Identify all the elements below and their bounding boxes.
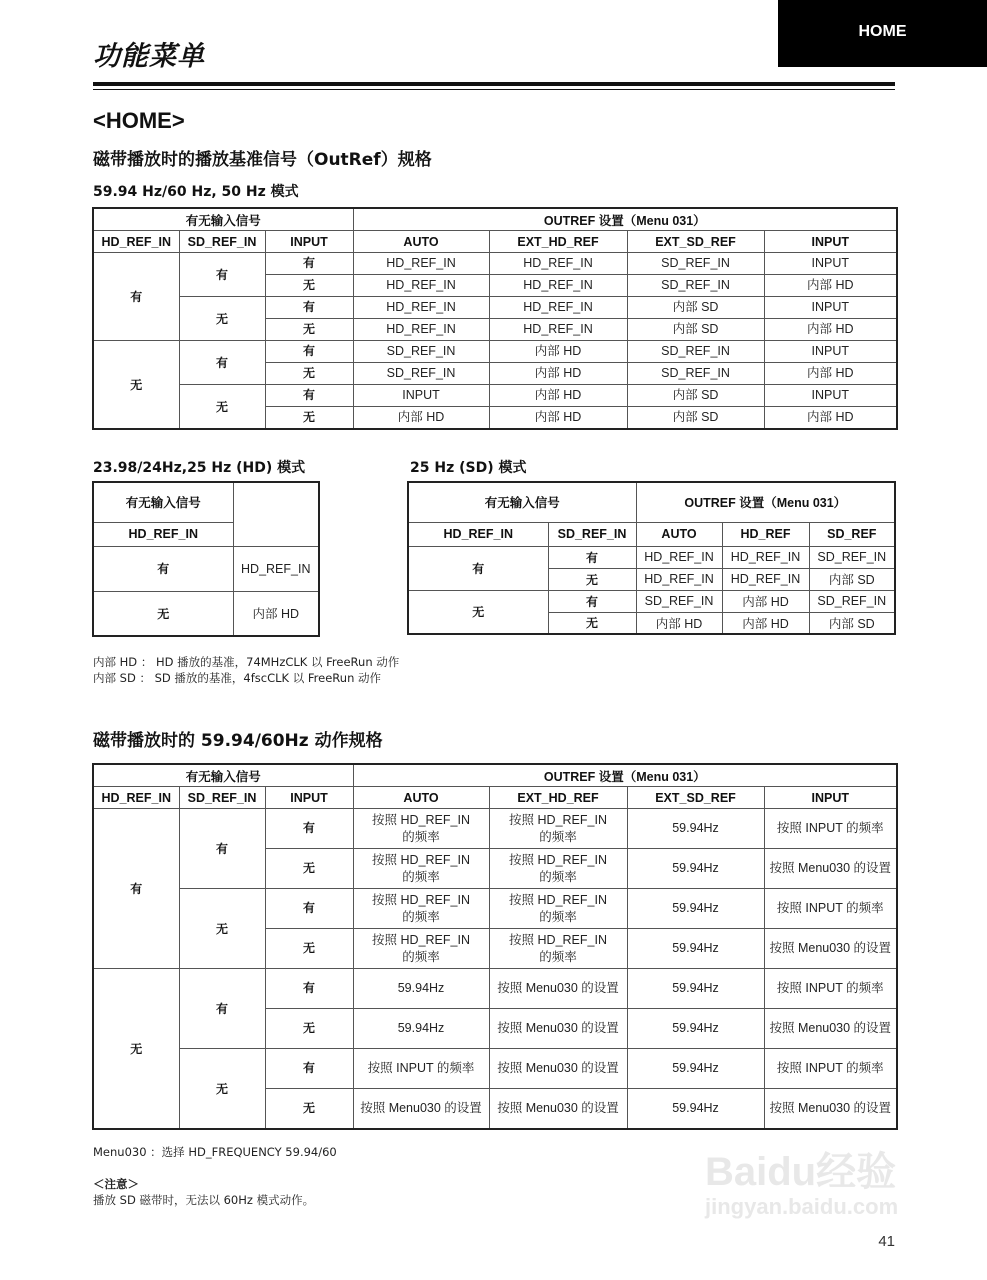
cell: 内部 HD	[636, 612, 722, 634]
col-header: EXT_HD_REF	[489, 787, 627, 809]
sd-ref-value: 无	[179, 1049, 265, 1129]
group-header-input: 有无输入信号	[93, 482, 233, 522]
table1-caption: 59.94 Hz/60 Hz, 50 Hz 模式	[93, 184, 299, 200]
page-number: 41	[878, 1233, 895, 1250]
sd-ref-value: 有	[548, 590, 636, 612]
cell: HD_REF_IN	[722, 546, 809, 568]
hd-ref-value: 无	[93, 969, 179, 1129]
hd-ref-value: 有	[93, 546, 233, 591]
col-header: HD_REF_IN	[93, 231, 179, 253]
cell: INPUT	[764, 385, 897, 407]
sd-ref-value: 无	[179, 889, 265, 969]
ref-table-sd	[407, 481, 896, 635]
note-internal-sd: 内部 SD ： SD 播放的基准，4fscCLK 以 FreeRun 动作	[93, 671, 382, 685]
cell: HD_REF_IN	[636, 568, 722, 590]
input-value: 无	[265, 275, 353, 297]
input-value: 有	[265, 385, 353, 407]
cell: 按照 INPUT 的频率	[764, 809, 897, 849]
cell: 内部 HD	[764, 319, 897, 341]
sd-ref-value: 有	[179, 969, 265, 1049]
cell: 按照 HD_REF_IN 的频率	[489, 889, 627, 929]
blank-header	[233, 482, 319, 546]
freq-table	[92, 763, 898, 1130]
cell: INPUT	[764, 341, 897, 363]
sd-ref-value: 无	[548, 612, 636, 634]
sd-ref-value: 有	[179, 341, 265, 385]
cell: HD_REF_IN	[353, 297, 489, 319]
section-heading: <HOME>	[93, 108, 185, 133]
caution-text: 播放 SD 磁带时，无法以 60Hz 模式动作。	[93, 1193, 315, 1207]
cell: SD_REF_IN	[627, 253, 764, 275]
col-header: INPUT	[265, 231, 353, 253]
group-header-outref: OUTREF 设置（Menu 031）	[353, 764, 897, 787]
group-header-outref: OUTREF 设置（Menu 031）	[353, 208, 897, 231]
input-value: 有	[265, 969, 353, 1009]
table3-caption: 25 Hz (SD) 模式	[410, 460, 527, 476]
cell: 内部 HD	[722, 590, 809, 612]
cell: 按照 HD_REF_IN 的频率	[489, 929, 627, 969]
col-header: SD_REF_IN	[179, 787, 265, 809]
cell: 按照 HD_REF_IN 的频率	[353, 929, 489, 969]
col-header: EXT_HD_REF	[489, 231, 627, 253]
col-header: AUTO	[353, 787, 489, 809]
watermark	[705, 1150, 898, 1220]
cell: 59.94Hz	[627, 809, 764, 849]
sd-ref-value: 有	[548, 546, 636, 568]
table-body	[93, 253, 897, 429]
section-tab: HOME	[778, 0, 987, 67]
cell: 按照 HD_REF_IN 的频率	[353, 889, 489, 929]
cell: 内部 HD	[489, 363, 627, 385]
group-header-outref: OUTREF 设置（Menu 031）	[636, 482, 895, 522]
cell: INPUT	[764, 297, 897, 319]
input-value: 有	[265, 297, 353, 319]
col-header: SD_REF	[809, 522, 895, 546]
cell: 内部 HD	[764, 275, 897, 297]
cell: 59.94Hz	[627, 1049, 764, 1089]
cell: 按照 HD_REF_IN 的频率	[353, 849, 489, 889]
note-internal-hd: 内部 HD ： HD 播放的基准，74MHzCLK 以 FreeRun 动作	[93, 655, 400, 669]
cell: SD_REF_IN	[636, 590, 722, 612]
watermark-url: jingyan.baidu.com	[705, 1194, 899, 1219]
sd-ref-value: 有	[179, 809, 265, 889]
cell: SD_REF_IN	[627, 275, 764, 297]
cell: 按照 INPUT 的频率	[764, 1049, 897, 1089]
title-rule	[93, 82, 895, 86]
cell: 按照 Menu030 的设置	[353, 1089, 489, 1129]
cell: HD_REF_IN	[489, 297, 627, 319]
cell: 内部 SD	[627, 319, 764, 341]
cell: 按照 HD_REF_IN 的频率	[353, 809, 489, 849]
footnote-menu030: Menu030 ：选择 HD_FREQUENCY 59.94/60	[93, 1145, 337, 1159]
cell: 内部 HD	[764, 407, 897, 429]
cell: 内部 HD	[489, 385, 627, 407]
sd-ref-value: 无	[548, 568, 636, 590]
cell: 按照 INPUT 的频率	[764, 889, 897, 929]
cell: SD_REF_IN	[809, 590, 895, 612]
col-header: AUTO	[353, 231, 489, 253]
input-value: 无	[265, 1089, 353, 1129]
cell: 内部 HD	[722, 612, 809, 634]
table2-caption: 23.98/24Hz,25 Hz (HD) 模式	[93, 460, 306, 476]
section1-heading: 磁带播放时的播放基准信号（OutRef）规格	[93, 150, 432, 170]
cell: HD_REF_IN	[353, 253, 489, 275]
cell: 按照 Menu030 的设置	[764, 1089, 897, 1129]
input-value: 有	[265, 1049, 353, 1089]
group-header-input: 有无输入信号	[408, 482, 636, 522]
col-header: EXT_SD_REF	[627, 787, 764, 809]
col-header: HD_REF_IN	[408, 522, 548, 546]
col-header: HD_REF	[722, 522, 809, 546]
cell: 内部 SD	[627, 407, 764, 429]
cell: 内部 HD	[353, 407, 489, 429]
cell: HD_REF_IN	[489, 253, 627, 275]
cell: 按照 Menu030 的设置	[764, 849, 897, 889]
cell: 59.94Hz	[627, 1009, 764, 1049]
col-header: SD_REF_IN	[179, 231, 265, 253]
cell: SD_REF_IN	[353, 341, 489, 363]
cell: 内部 HD	[489, 407, 627, 429]
cell: 59.94Hz	[627, 889, 764, 929]
cell: HD_REF_IN	[636, 546, 722, 568]
cell: HD_REF_IN	[722, 568, 809, 590]
col-header: INPUT	[265, 787, 353, 809]
cell: 内部 HD	[489, 341, 627, 363]
cell: 59.94Hz	[627, 849, 764, 889]
ref-table-hd	[92, 481, 320, 637]
hd-ref-value: 无	[408, 590, 548, 634]
outref-value: HD_REF_IN	[233, 546, 319, 591]
cell: HD_REF_IN	[353, 319, 489, 341]
cell: 内部 HD	[764, 363, 897, 385]
cell: HD_REF_IN	[489, 319, 627, 341]
cell: 59.94Hz	[353, 969, 489, 1009]
cell: SD_REF_IN	[627, 341, 764, 363]
cell: SD_REF_IN	[353, 363, 489, 385]
table-body	[93, 809, 897, 1129]
cell: HD_REF_IN	[353, 275, 489, 297]
caution-title: ＜注意＞	[93, 1177, 139, 1191]
col-header: HD_REF_IN	[93, 522, 233, 546]
cell: 按照 HD_REF_IN 的频率	[489, 809, 627, 849]
cell: INPUT	[353, 385, 489, 407]
cell: 按照 Menu030 的设置	[489, 1089, 627, 1129]
page-title: 功能菜单	[93, 41, 205, 72]
cell: INPUT	[764, 253, 897, 275]
cell: 按照 Menu030 的设置	[764, 929, 897, 969]
col-header: AUTO	[636, 522, 722, 546]
cell: 59.94Hz	[353, 1009, 489, 1049]
col-header: SD_REF_IN	[548, 522, 636, 546]
col-header: EXT_SD_REF	[627, 231, 764, 253]
cell: 按照 Menu030 的设置	[489, 1049, 627, 1089]
cell: 59.94Hz	[627, 969, 764, 1009]
hd-ref-value: 有	[408, 546, 548, 590]
cell: HD_REF_IN	[489, 275, 627, 297]
hd-ref-value: 有	[93, 253, 179, 341]
input-value: 有	[265, 253, 353, 275]
sd-ref-value: 无	[179, 385, 265, 429]
cell: 按照 INPUT 的频率	[764, 969, 897, 1009]
title-rule-thin	[93, 89, 895, 90]
cell: 按照 Menu030 的设置	[489, 1009, 627, 1049]
hd-ref-value: 无	[93, 341, 179, 429]
col-header: INPUT	[764, 231, 897, 253]
input-value: 无	[265, 407, 353, 429]
sd-ref-value: 有	[179, 253, 265, 297]
outref-value: 内部 HD	[233, 591, 319, 636]
cell: 按照 INPUT 的频率	[353, 1049, 489, 1089]
input-value: 无	[265, 849, 353, 889]
input-value: 无	[265, 1009, 353, 1049]
hd-ref-value: 有	[93, 809, 179, 969]
col-header: INPUT	[764, 787, 897, 809]
input-value: 无	[265, 319, 353, 341]
col-header: HD_REF_IN	[93, 787, 179, 809]
cell: 内部 SD	[627, 385, 764, 407]
cell: 按照 Menu030 的设置	[764, 1009, 897, 1049]
input-value: 有	[265, 809, 353, 849]
section2-heading: 磁带播放时的 59.94/60Hz 动作规格	[93, 731, 383, 751]
ref-table-5994	[92, 207, 898, 430]
input-value: 无	[265, 929, 353, 969]
watermark-main: Baidu经验	[705, 1150, 897, 1194]
hd-ref-value: 无	[93, 591, 233, 636]
cell: 内部 SD	[809, 612, 895, 634]
input-value: 有	[265, 341, 353, 363]
cell: 59.94Hz	[627, 1089, 764, 1129]
cell: SD_REF_IN	[809, 546, 895, 568]
cell: 59.94Hz	[627, 929, 764, 969]
cell: 按照 HD_REF_IN 的频率	[489, 849, 627, 889]
group-header-input: 有无输入信号	[93, 764, 353, 787]
cell: 内部 SD	[809, 568, 895, 590]
cell: SD_REF_IN	[627, 363, 764, 385]
cell: 内部 SD	[627, 297, 764, 319]
input-value: 有	[265, 889, 353, 929]
group-header-input: 有无输入信号	[93, 208, 353, 231]
input-value: 无	[265, 363, 353, 385]
sd-ref-value: 无	[179, 297, 265, 341]
cell: 按照 Menu030 的设置	[489, 969, 627, 1009]
